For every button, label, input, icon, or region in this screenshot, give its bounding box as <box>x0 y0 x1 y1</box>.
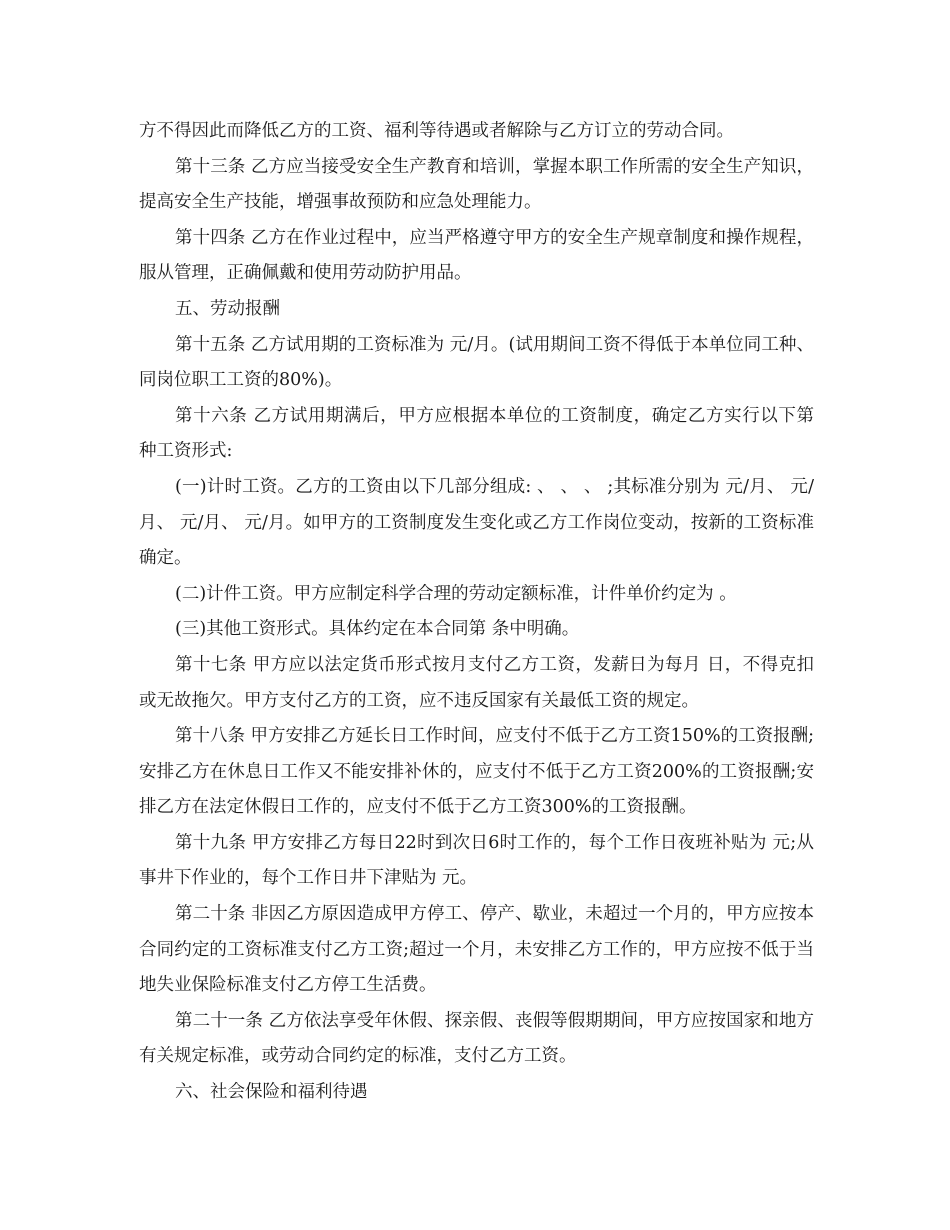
article-16: 第十六条 乙方试用期满后，甲方应根据本单位的工资制度，确定乙方实行以下第 种工资形式: <box>139 405 820 462</box>
clause-other-wage: (三)其他工资形式。具体约定在本合同第 条中明确。 <box>175 619 580 640</box>
paragraph-continuation: 方不得因此而降低乙方的工资、福利等待遇或者解除与乙方订立的劳动合同。 <box>139 121 734 141</box>
article-17: 第十七条 甲方应以法定货币形式按月支付乙方工资，发薪日为每月 日，不得克扣或无故拖欠。甲方支付乙方的工资，应不违反国家有关最低工资的规定。 <box>139 654 814 711</box>
article-13: 第十三条 乙方应当接受安全生产教育和培训，掌握本职工作所需的安全生产知识，提高安全生产技能，增强事故预防和应急处理能力。 <box>139 156 814 213</box>
article-21: 第二十一条 乙方依法享受年休假、探亲假、丧假等假期期间，甲方应按国家和地方有关规定标准，或劳动合同约定的标准，支付乙方工资。 <box>139 1010 814 1067</box>
article-20: 第二十条 非因乙方原因造成甲方停工、停产、歇业，未超过一个月的，甲方应按本合同约定的工资标准支付乙方工资;超过一个月，未安排乙方工作的，甲方应按不低于当地失业保险标准支付乙方停工生活费。 <box>139 904 814 996</box>
section-heading-labor-remuneration: 五、劳动报酬 <box>175 298 280 319</box>
article-19: 第十九条 甲方安排乙方每日22时到次日6时工作的，每个工作日夜班补贴为 元;从事井下作业的，每个工作日井下津贴为 元。 <box>139 832 814 889</box>
article-15: 第十五条 乙方试用期的工资标准为 元/月。(试用期间工资不得低于本单位同工种、同岗位职工工资的80%)。 <box>139 334 814 391</box>
article-14: 第十四条 乙方在作业过程中，应当严格遵守甲方的安全生产规章制度和操作规程，服从管理，正确佩戴和使用劳动防护用品。 <box>139 227 814 284</box>
article-18: 第十八条 甲方安排乙方延长日工作时间，应支付不低于乙方工资150%的工资报酬;安排乙方在休息日工作又不能安排补休的，应支付不低于乙方工资200%的工资报酬;安排乙方在法定休假日工作的，应支付不低于乙方工资300%的工资报酬。 <box>139 726 814 818</box>
clause-time-wage: (一)计时工资。乙方的工资由以下几部分组成: 、 、 、 ;其标准分别为 元/月、 元/月、 元/月、 元/月。如甲方的工资制度发生变化或乙方工作岗位变动，按新的工资标准确定。 <box>139 476 814 569</box>
section-heading-social-insurance: 六、社会保险和福利待遇 <box>175 1082 368 1103</box>
clause-piece-wage: (二)计件工资。甲方应制定科学合理的劳动定额标准，计件单价约定为 。 <box>175 583 737 604</box>
document-body <box>139 114 820 1111</box>
